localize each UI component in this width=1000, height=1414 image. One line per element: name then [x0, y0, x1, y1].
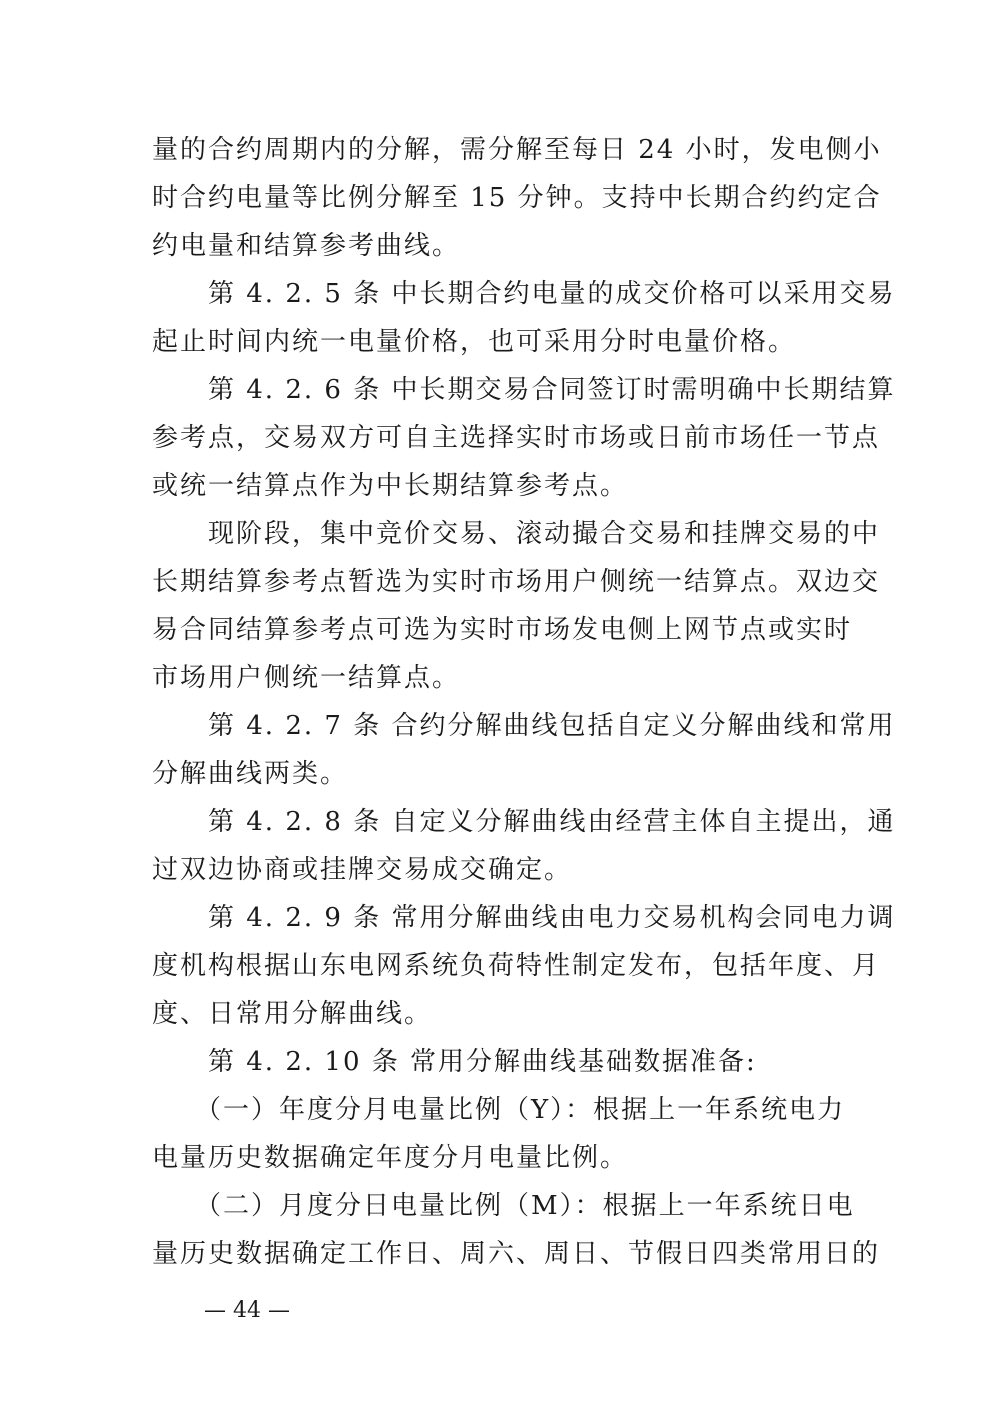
body-text — [152, 126, 896, 1278]
text-line: 第 4. 2. 9 条 常用分解曲线由电力交易机构会同电力调 — [152, 903, 896, 933]
text-line: 起止时间内统一电量价格，也可采用分时电量价格。 — [152, 327, 797, 357]
text-line: 第 4. 2. 6 条 中长期交易合同签订时需明确中长期结算 — [152, 375, 896, 405]
text-line: 第 4. 2. 7 条 合约分解曲线包括自定义分解曲线和常用 — [152, 711, 896, 741]
text-line: 市场用户侧统一结算点。 — [152, 663, 461, 693]
text-line: 电量历史数据确定年度分月电量比例。 — [152, 1143, 629, 1173]
text-line: 长期结算参考点暂选为实时市场用户侧统一结算点。双边交 — [152, 567, 881, 597]
text-line: 量的合约周期内的分解，需分解至每日 24 小时，发电侧小 — [152, 135, 882, 165]
text-line: 量历史数据确定工作日、周六、周日、节假日四类常用日的 — [152, 1239, 881, 1269]
text-line: 第 4. 2. 8 条 自定义分解曲线由经营主体自主提出，通 — [152, 807, 896, 837]
page-number: — 44 — — [204, 1298, 290, 1323]
text-line: 时合约电量等比例分解至 15 分钟。支持中长期合约约定合 — [152, 183, 882, 213]
text-line: 易合同结算参考点可选为实时市场发电侧上网节点或实时 — [152, 615, 853, 645]
text-line: 参考点，交易双方可自主选择实时市场或日前市场任一节点 — [152, 423, 881, 453]
text-line: 第 4. 2. 10 条 常用分解曲线基础数据准备: — [152, 1047, 757, 1077]
text-line: 约电量和结算参考曲线。 — [152, 231, 461, 261]
text-line: 分解曲线两类。 — [152, 759, 349, 789]
text-line: 过双边协商或挂牌交易成交确定。 — [152, 855, 573, 885]
text-line: 第 4. 2. 5 条 中长期合约电量的成交价格可以采用交易 — [152, 279, 896, 309]
text-line: 或统一结算点作为中长期结算参考点。 — [152, 471, 629, 501]
text-line: 现阶段，集中竞价交易、滚动撮合交易和挂牌交易的中 — [152, 519, 881, 549]
text-line: （一）年度分月电量比例（Y）：根据上一年系统电力 — [152, 1095, 846, 1125]
text-line: （二）月度分日电量比例（M）：根据上一年系统日电 — [152, 1191, 855, 1221]
text-line: 度机构根据山东电网系统负荷特性制定发布，包括年度、月 — [152, 951, 881, 981]
text-line: 度、日常用分解曲线。 — [152, 999, 433, 1029]
